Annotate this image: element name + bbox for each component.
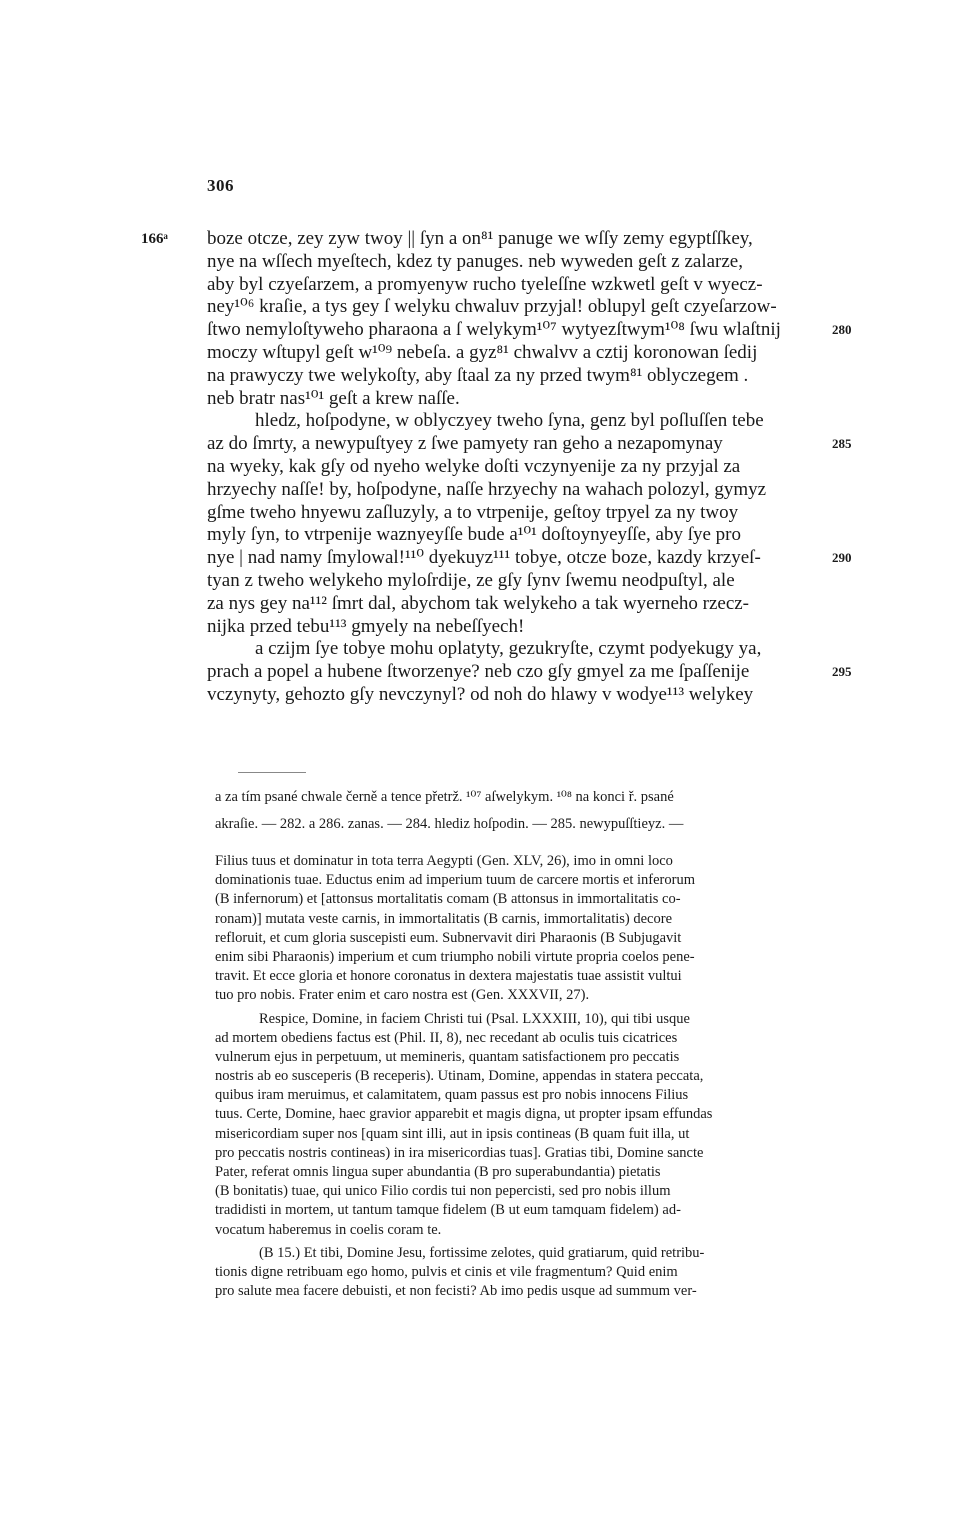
text-line: [207, 479, 819, 502]
text-line: [207, 365, 819, 388]
text-line: [141, 228, 819, 251]
text-line: [207, 547, 852, 570]
latin-line: Filius tuus et dominatur in tota terra Aegypti (Gen. XLV, 26), imo in omni loco: [215, 853, 673, 869]
latin-line: refloruit, et cum gloria suscepisti eum. Subnervavit diri Pharaonis (B Subjugavit: [215, 929, 682, 946]
text-line: [207, 502, 819, 525]
czech-text-block: [141, 228, 852, 707]
line-number: 285: [832, 436, 852, 452]
text-line-content: na prawyczy twe welykoſty, aby ſtaal za ny przed twym⁸¹ oblyczegem .: [207, 364, 749, 386]
text-line-content: boze otcze, zey zyw twoy || ſyn a on⁸¹ panuge we wſſy zemy egyptſſkey,: [207, 228, 753, 249]
text-line-content: az do ſmrty, a newypuſtyey z ſwe pamyety ran geho a nezapomynay: [207, 433, 723, 455]
latin-line: pro salute mea facere debuisti, et non fecisti? Ab imo pedis usque ad summum ver-: [215, 1283, 697, 1300]
latin-line: (B infernorum) et [attonsus mortalitatis comam (B attonsus in immortalitatis co-: [215, 891, 681, 908]
latin-line: tradidisti in mortem, ut tantum tamque fidelem (B ut eum tamquam fidelem) ad-: [215, 1202, 681, 1219]
page-number: 306: [207, 176, 234, 195]
text-line-content: nye na wſſech myeſtech, kdez ty panuges. neb wyweden geſt z zalarze,: [207, 250, 743, 272]
text-line: [207, 296, 819, 319]
text-line: [207, 319, 852, 342]
text-line: [207, 456, 819, 479]
text-line-content: tyan z tweho welykeho myloſrdije, ze gſy ſynv ſwemu neodpuſtyl, ale: [207, 569, 735, 591]
text-line-content: a czijm ſye tobye mohu oplatyty, gezukryſte, czymt podyekugy ya,: [255, 638, 762, 660]
latin-line: pro peccatis nostris contineas) in ira misericordias tuas]. Gratias tibi, Domine sancte: [215, 1144, 704, 1161]
text-line: [207, 388, 819, 411]
text-line: [207, 593, 819, 616]
footnote-rule: [238, 772, 306, 773]
line-number: 280: [832, 322, 852, 338]
critical-apparatus: [215, 784, 819, 838]
line-number: 290: [832, 550, 852, 566]
latin-line: Pater, referat omnis lingua super abundantia (B pro superabundantia) pietatis: [215, 1164, 661, 1180]
latin-line: enim sibi Pharaonis) imperium et cum triumpho nobili virtute propria coelos pene-: [215, 948, 695, 965]
text-line: [207, 524, 819, 547]
text-line: [207, 684, 819, 707]
latin-line: nostris ab eo susceperis (B receperis). Utinam, Domine, appendas in statera peccata,: [215, 1068, 704, 1085]
latin-line: tuo pro nobis. Frater enim et caro nostra est (Gen. XXXVII, 27).: [215, 987, 590, 1004]
text-line-content: nijka przed tebu¹¹³ gmyely na nebeſſyech!: [207, 615, 525, 637]
latin-line: (B 15.) Et tibi, Domine Jesu, fortissime zelotes, quid gratiarum, quid retribu-: [259, 1244, 705, 1261]
text-line-content: vczynyty, gehozto gſy nevczynyl? od noh do hlawy v wodye¹¹³ welykey: [207, 683, 754, 705]
latin-line: vocatum haberemus in coelis coram te.: [215, 1221, 442, 1238]
text-line: [207, 251, 819, 274]
text-line: [207, 410, 819, 433]
text-line-content: neb bratr nas¹⁰¹ geſt a krew naſſe.: [207, 387, 460, 409]
text-line-content: gſme tweho hnyewu zaſluzyly, a to vtrpenije, geſtoy trpyel za ny twoy: [207, 501, 739, 523]
latin-line: ronam)] mutata veste carnis, in immortalitatis (B carnis, immortalitatis) decore: [215, 910, 673, 927]
text-line-content: prach a popel a hubene ſtworzenye? neb czo gſy gmyel za me ſpaſſenije: [207, 661, 750, 683]
latin-line: misericordiam super nos [quam sint illi, aut in ipsis contineas (B quam fuit illa, ut: [215, 1125, 690, 1142]
folio-marker: 166ᵃ: [141, 231, 168, 247]
text-line: [207, 570, 819, 593]
text-line-content: ney¹⁰⁶ kraſie, a tys gey ſ welyku chwaluv przyjal! oblupyl geſt czyeſarzow-: [207, 296, 777, 318]
text-line: [207, 638, 819, 661]
latin-line: Respice, Domine, in faciem Christi tui (Psal. LXXXIII, 10), qui tibi usque: [259, 1010, 690, 1027]
text-line-content: ſtwo nemyloſtyweho pharaona a ſ welykym¹⁰⁷ wytyezſtwym¹⁰⁸ ſwu wlaſtnij: [207, 319, 781, 341]
latin-line: tuus. Certe, Domine, haec gravior apparebit et magis digna, ut propter ipsam effundas: [215, 1106, 713, 1123]
latin-line: (B bonitatis) tuae, qui unico Filio cordis tui non pepercisti, sed pro nobis illum: [215, 1183, 671, 1200]
apparatus-line: akraſie. — 282. a 286. zanas. — 284. hlediz hoſpodin. — 285. newypuſſtieyz. —: [215, 816, 684, 832]
latin-line: travit. Et ecce gloria et honore coronatus in dextera majestatis tuae assistit vultui: [215, 968, 682, 985]
text-line-content: myly ſyn, to vtrpenije waznyeyſſe bude a¹⁰¹ doſtoynyeyſſe, aby ſye pro: [207, 524, 741, 546]
text-line: [207, 342, 819, 365]
text-line: [207, 433, 852, 456]
text-line-content: za nys gey na¹¹² ſmrt dal, abychom tak welykeho a tak wyerneho rzecz-: [207, 592, 750, 614]
text-line-content: hrzyechy naſſe! by, hoſpodyne, naſſe hrzyechy na wahach polozyl, gymyz: [207, 478, 767, 500]
text-line-content: aby byl czyeſarzem, a promyenyw rucho tyeleſſne wzkwetl geſt v wyecz-: [207, 273, 763, 295]
text-line-content: moczy wſtupyl geſt w¹⁰⁹ nebeſa. a gyz⁸¹ chwalvv a cztij koronowan ſedij: [207, 341, 758, 363]
text-line: [207, 274, 819, 297]
text-line-content: na wyeky, kak gſy od nyeho welyke doſti vczynyenije za ny przyjal za: [207, 455, 741, 477]
line-number: 295: [832, 664, 852, 680]
text-line: [207, 616, 819, 639]
text-line: [207, 661, 852, 684]
text-line-content: hledz, hoſpodyne, w oblyczyey tweho ſyna, genz byl poſluſſen tebe: [255, 410, 764, 432]
latin-line: vulnerum ejus in perpetuum, ut memineris, quantam satisfactionem pro peccatis: [215, 1048, 680, 1065]
latin-line: dominationis tuae. Eductus enim ad imperium tuum de carcere mortis et inferorum: [215, 872, 695, 889]
apparatus-line: a za tím psané chwale černě a tence přetrž. ¹⁰⁷ aſwelykym. ¹⁰⁸ na konci ř. psané: [215, 789, 674, 805]
latin-source-text: [215, 852, 819, 1301]
text-line-content: nye | nad namy ſmylowal!¹¹⁰ dyekuyz¹¹¹ tobye, otcze boze, kazdy krzyeſ-: [207, 547, 761, 569]
latin-line: tionis digne retribuam ego homo, pulvis et cinis et vile fragmentum? Quid enim: [215, 1263, 678, 1280]
latin-line: quibus iram meruimus, et calamitatem, quam passus est pro nobis innocens Filius: [215, 1087, 689, 1104]
latin-line: ad mortem obediens factus est (Phil. II, 8), nec recedant ab oculis tuis cicatrices: [215, 1029, 678, 1046]
